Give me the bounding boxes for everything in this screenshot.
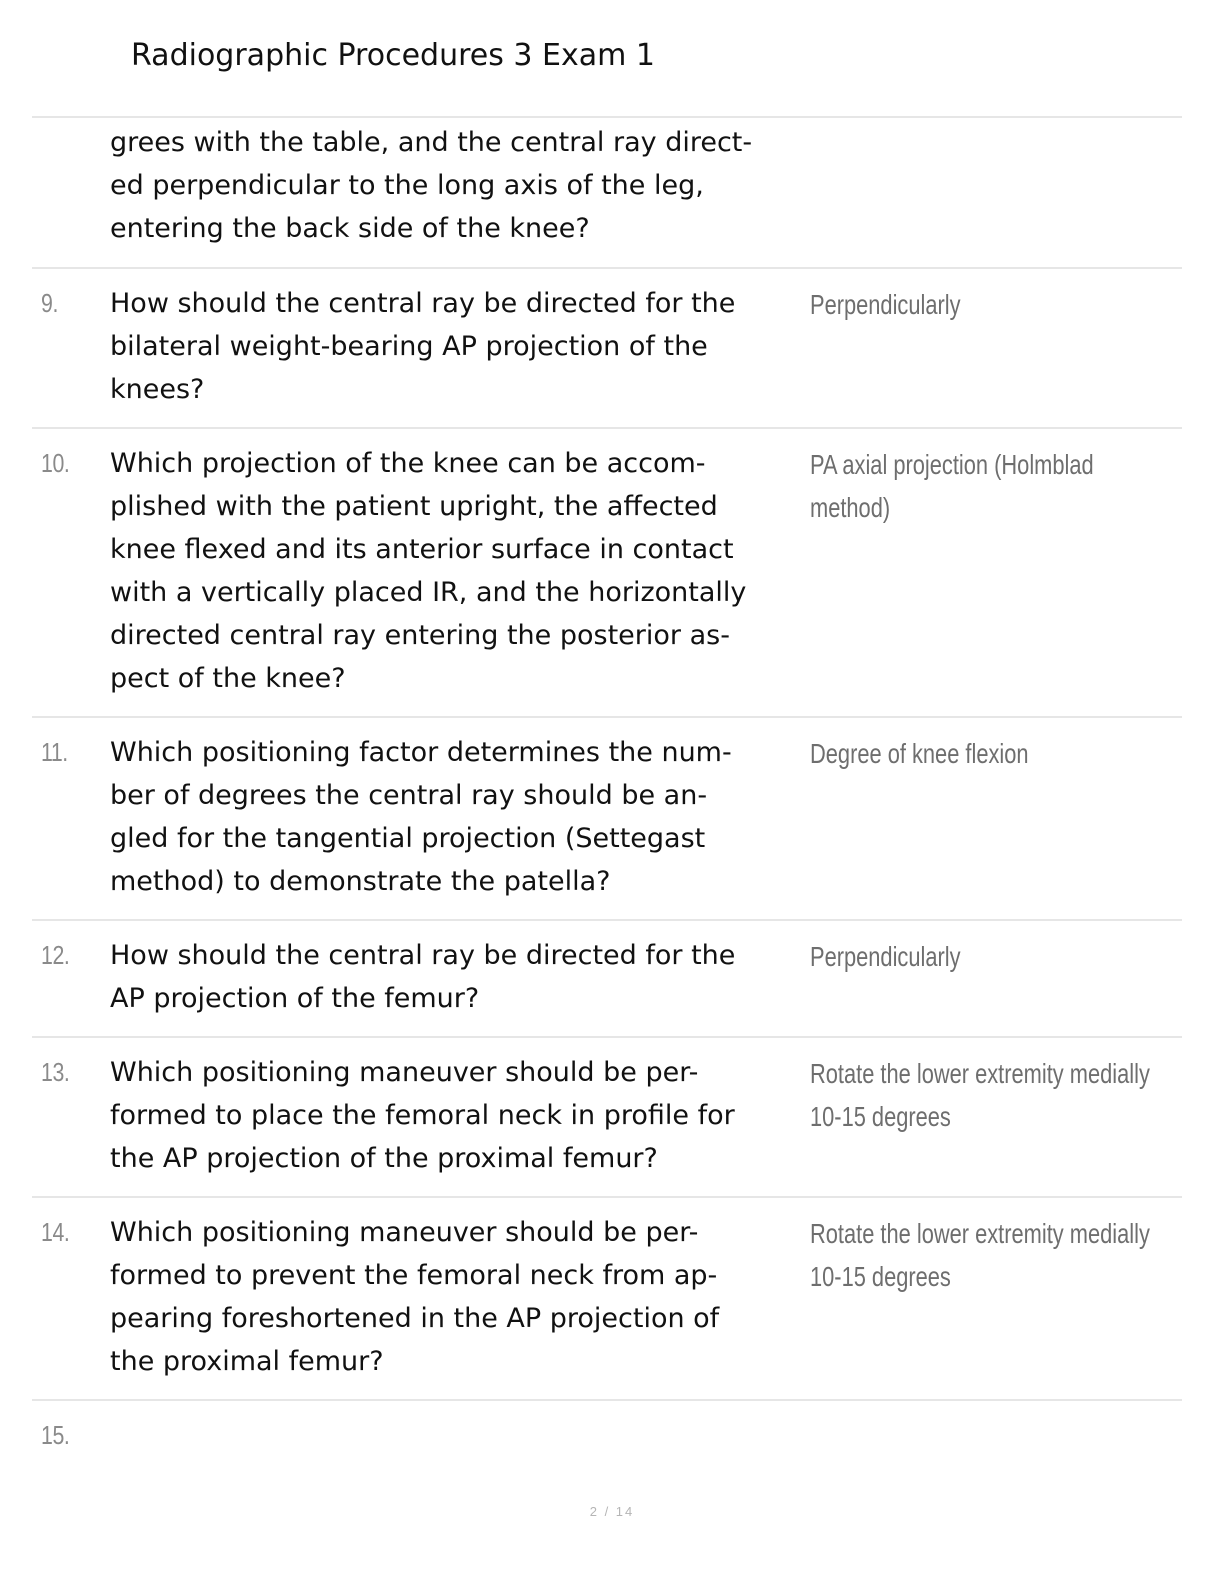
question-line: Which positioning factor determines the num- bbox=[110, 737, 732, 768]
question-line: the proximal femur? bbox=[110, 1346, 384, 1377]
answer-text bbox=[810, 283, 1161, 326]
question-line: Which positioning maneuver should be per- bbox=[110, 1057, 699, 1088]
question-line: pect of the knee? bbox=[110, 663, 346, 694]
question-number: 10. bbox=[41, 448, 70, 478]
question-line: How should the central ray be directed for the bbox=[110, 288, 736, 319]
question-text bbox=[110, 121, 810, 250]
answer-text bbox=[810, 443, 1161, 529]
table-row bbox=[32, 118, 1182, 269]
answer-line: Perpendicularly bbox=[810, 941, 961, 972]
question-line: grees with the table, and the central ray direct- bbox=[110, 127, 753, 158]
question-line: gled for the tangential projection (Settegast bbox=[110, 823, 706, 854]
question-text bbox=[110, 1211, 810, 1383]
answer-line: method) bbox=[810, 492, 891, 523]
question-number: 15. bbox=[41, 1420, 70, 1450]
page-indicator: 2 / 14 bbox=[589, 1504, 635, 1519]
answer-line: Perpendicularly bbox=[810, 289, 961, 320]
answer-text bbox=[810, 732, 1161, 775]
question-number: 13. bbox=[41, 1057, 70, 1087]
question-line: Which positioning maneuver should be per- bbox=[110, 1217, 699, 1248]
answer-line: 10-15 degrees bbox=[810, 1261, 951, 1292]
answer-line: Rotate the lower extremity medially bbox=[810, 1218, 1150, 1249]
question-line: formed to place the femoral neck in profile for bbox=[110, 1100, 735, 1131]
question-line: ber of degrees the central ray should be an- bbox=[110, 780, 708, 811]
table-row bbox=[32, 269, 1182, 429]
question-line: directed central ray entering the posterior as- bbox=[110, 620, 730, 651]
answer-text bbox=[810, 935, 1161, 978]
question-line: knees? bbox=[110, 374, 205, 405]
question-number: 11. bbox=[41, 737, 68, 767]
question-line: formed to prevent the femoral neck from ap- bbox=[110, 1260, 718, 1291]
table-row bbox=[32, 921, 1182, 1038]
table-row bbox=[32, 1198, 1182, 1401]
question-text bbox=[110, 934, 810, 1020]
answer-line: 10-15 degrees bbox=[810, 1101, 951, 1132]
question-line: the AP projection of the proximal femur? bbox=[110, 1143, 658, 1174]
question-answer-table bbox=[32, 116, 1182, 1481]
table-row bbox=[32, 1401, 1182, 1481]
answer-text bbox=[810, 1052, 1161, 1138]
answer-line: Rotate the lower extremity medially bbox=[810, 1058, 1150, 1089]
question-text bbox=[110, 1051, 810, 1180]
table-row bbox=[32, 718, 1182, 921]
question-line: AP projection of the femur? bbox=[110, 983, 480, 1014]
question-line: method) to demonstrate the patella? bbox=[110, 866, 611, 897]
question-text bbox=[110, 731, 810, 903]
question-line: How should the central ray be directed for the bbox=[110, 940, 736, 971]
question-number: 14. bbox=[41, 1217, 70, 1247]
table-row bbox=[32, 429, 1182, 718]
question-line: bilateral weight-bearing AP projection of the bbox=[110, 331, 708, 362]
table-row bbox=[32, 1038, 1182, 1198]
question-line: plished with the patient upright, the affected bbox=[110, 491, 718, 522]
question-text bbox=[110, 442, 810, 700]
question-line: ed perpendicular to the long axis of the leg, bbox=[110, 170, 704, 201]
question-line: entering the back side of the knee? bbox=[110, 213, 590, 244]
question-line: knee flexed and its anterior surface in contact bbox=[110, 534, 734, 565]
question-line: pearing foreshortened in the AP projection of bbox=[110, 1303, 720, 1334]
question-number: 9. bbox=[41, 288, 58, 318]
answer-line: PA axial projection (Holmblad bbox=[810, 449, 1094, 480]
answer-text bbox=[810, 1212, 1161, 1298]
page-title: Radiographic Procedures 3 Exam 1 bbox=[131, 38, 655, 73]
question-line: Which projection of the knee can be accom- bbox=[110, 448, 706, 479]
question-line: with a vertically placed IR, and the horizontally bbox=[110, 577, 747, 608]
question-text bbox=[110, 282, 810, 411]
answer-line: Degree of knee flexion bbox=[810, 738, 1029, 769]
question-number: 12. bbox=[41, 940, 70, 970]
